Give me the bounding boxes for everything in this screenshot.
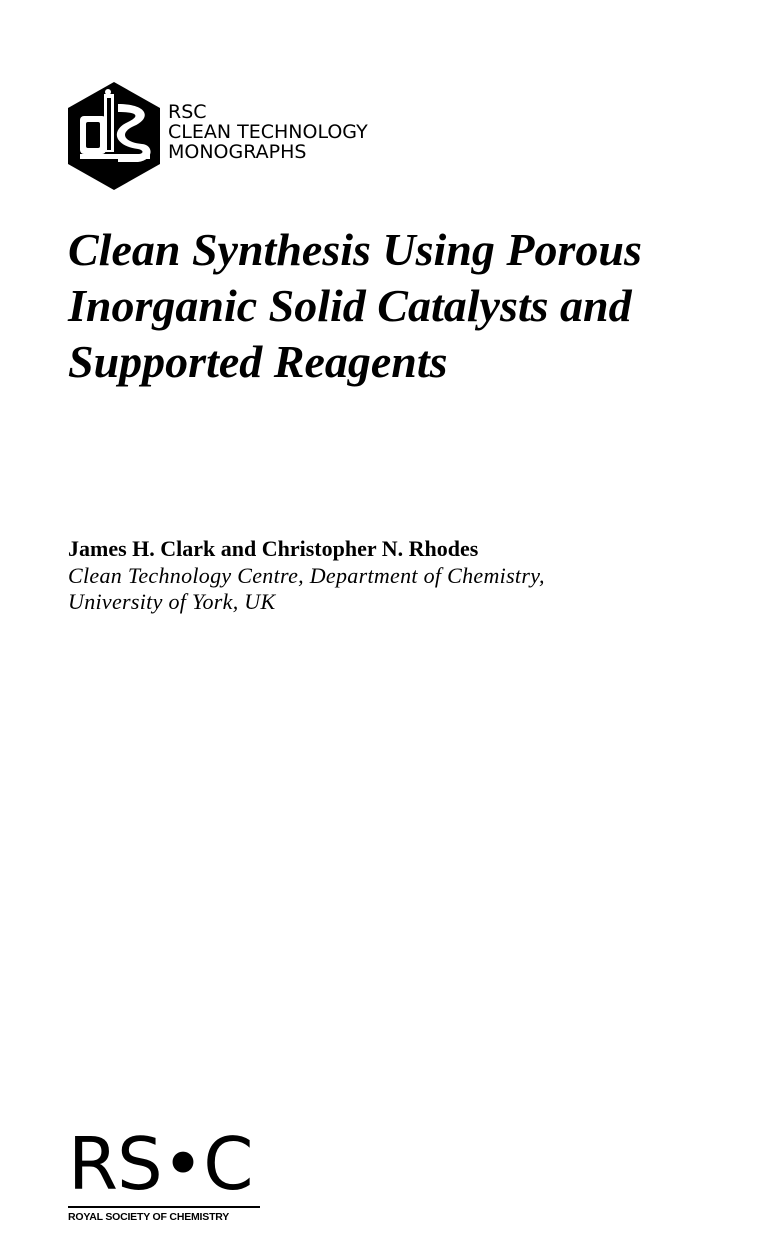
publisher-rule xyxy=(68,1206,260,1208)
series-header xyxy=(68,82,448,190)
title-line: Inorganic Solid Catalysts and xyxy=(68,280,632,331)
title-line: Clean Synthesis Using Porous xyxy=(68,224,642,275)
series-name xyxy=(168,102,368,162)
affiliation-line: University of York, UK xyxy=(68,589,276,614)
publisher-name: ROYAL SOCIETY OF CHEMISTRY xyxy=(68,1211,230,1223)
affiliation xyxy=(68,563,545,615)
affiliation-line: Clean Technology Centre, Department of Chemistry, xyxy=(68,563,545,588)
authors: James H. Clark and Christopher N. Rhodes xyxy=(68,536,479,561)
series-line: CLEAN TECHNOLOGY xyxy=(168,121,368,143)
book-title xyxy=(68,222,758,390)
series-line: MONOGRAPHS xyxy=(168,141,307,163)
clean-technology-logo-icon xyxy=(68,82,160,190)
publisher-logo: RS•C xyxy=(68,1122,253,1206)
series-line: RSC xyxy=(168,101,207,123)
title-line: Supported Reagents xyxy=(68,336,448,387)
publisher-imprint xyxy=(68,1122,268,1224)
